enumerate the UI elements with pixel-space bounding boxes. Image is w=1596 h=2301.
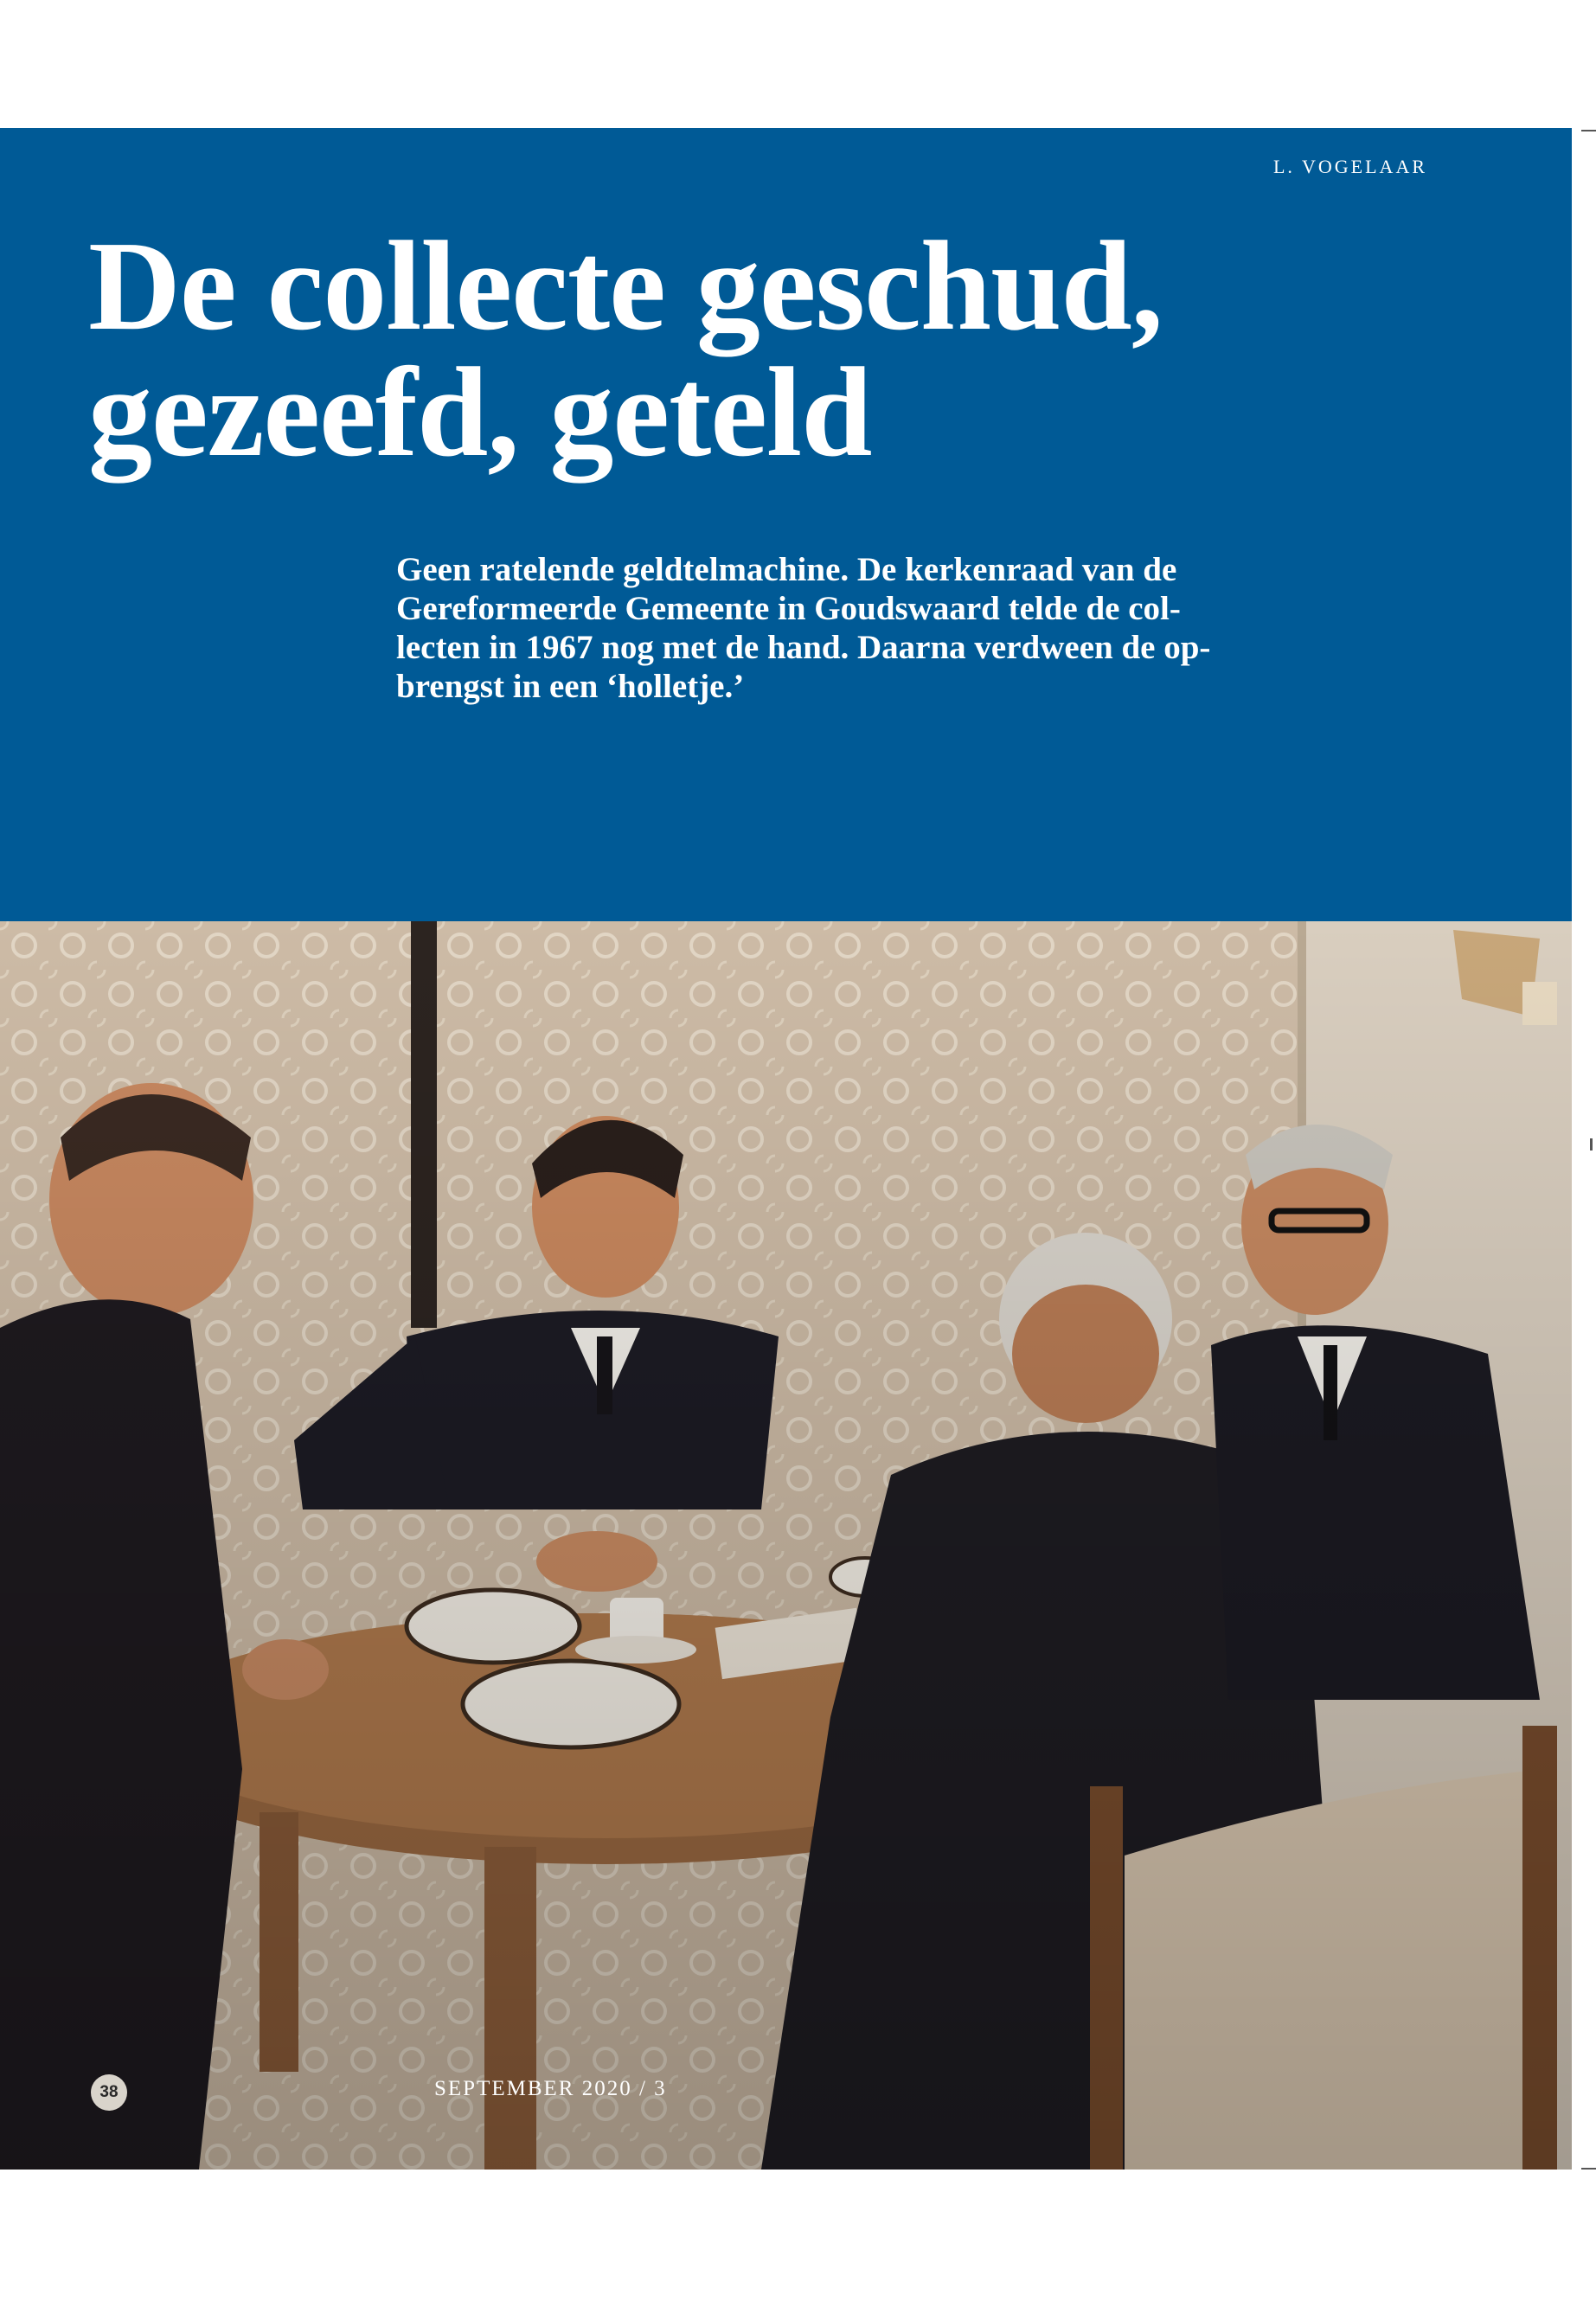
article-intro-line: lecten in 1967 nog met de hand. Daarna verdween de op- [396,629,1211,666]
crop-mark [1581,2168,1596,2170]
article-intro-line: Geen ratelende geldtelmachine. De kerkenraad van de [396,551,1177,588]
author-byline: L. VOGELAAR [1272,156,1427,177]
article-intro-line: Gereformeerde Gemeente in Goudswaard telde de col- [396,590,1181,627]
page-number-badge: 38 [91,2074,127,2111]
article-intro [396,550,1400,706]
article-title [88,215,1550,484]
article-intro-line: brengst in een ‘holletje.’ [396,668,745,705]
article-title-line: gezeefd, geteld [88,342,872,484]
issue-label: SEPTEMBER 2020 / 3 [434,2077,667,2100]
article-title-line: De collecte geschud, [88,215,1163,357]
crop-mark [1581,130,1596,131]
article-photo [0,921,1572,2170]
crop-mark [1590,1138,1593,1150]
photo-illustration [0,921,1572,2170]
